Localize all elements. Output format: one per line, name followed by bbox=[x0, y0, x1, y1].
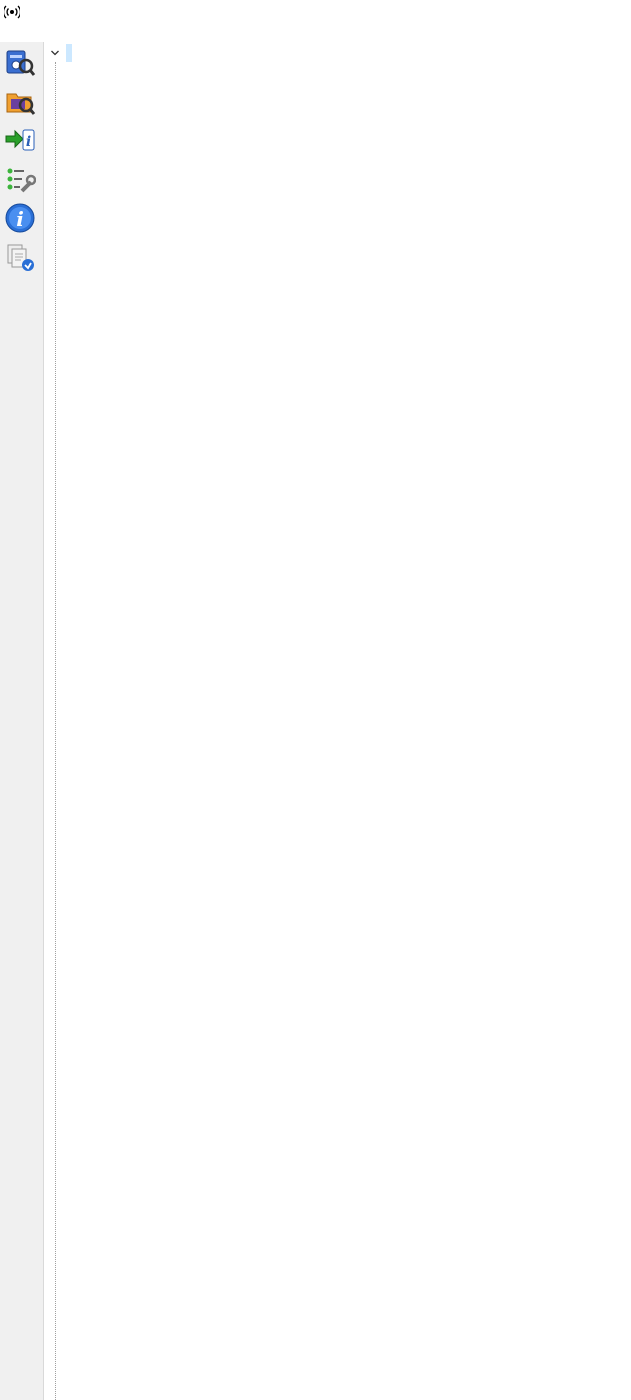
export-icon bbox=[4, 124, 36, 156]
tree-guide-line bbox=[55, 62, 56, 1400]
knowledge-button[interactable] bbox=[3, 240, 37, 274]
menu-bar bbox=[0, 23, 631, 42]
knowledge-icon bbox=[4, 241, 36, 273]
preferences-button[interactable] bbox=[3, 162, 37, 196]
title-bar[interactable] bbox=[0, 0, 631, 23]
open-folder-icon bbox=[4, 85, 36, 117]
about-button[interactable] bbox=[3, 201, 37, 235]
preferences-icon bbox=[4, 163, 36, 195]
open-file-button[interactable] bbox=[3, 45, 37, 79]
mediainfo-app-icon bbox=[4, 4, 20, 20]
info-icon bbox=[4, 202, 36, 234]
tree-root-label[interactable] bbox=[66, 44, 72, 62]
export-button[interactable] bbox=[3, 123, 37, 157]
svg-text:i: i bbox=[16, 207, 24, 231]
info-tree[interactable] bbox=[44, 42, 631, 1400]
svg-text:i: i bbox=[25, 134, 32, 150]
open-file-icon bbox=[4, 46, 36, 78]
tree-root[interactable] bbox=[44, 44, 244, 62]
chevron-down-icon[interactable] bbox=[50, 48, 60, 58]
open-folder-button[interactable] bbox=[3, 84, 37, 118]
side-toolbar bbox=[0, 42, 44, 1400]
